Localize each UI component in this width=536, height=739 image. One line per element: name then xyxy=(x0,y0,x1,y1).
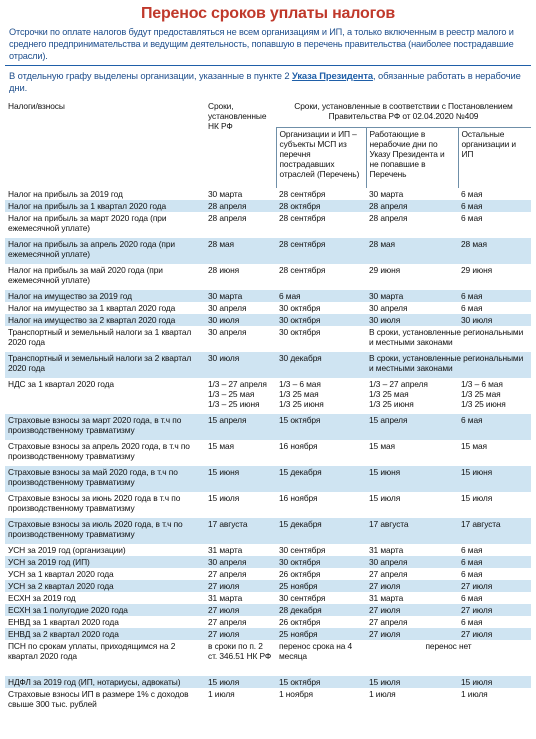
cell-msp: 30 октября xyxy=(276,326,366,352)
table-row xyxy=(5,200,531,212)
cell-working: 15 мая xyxy=(366,440,458,466)
cell-tax: УСН за 2 квартал 2020 года xyxy=(5,580,205,592)
cell-working: 30 марта xyxy=(366,290,458,302)
cell-msp: 28 сентября xyxy=(276,188,366,200)
cell-nk: 30 апреля xyxy=(205,556,276,568)
cell-other: 29 июня xyxy=(458,264,531,290)
tax-deadlines-table xyxy=(5,98,531,714)
table-row xyxy=(5,378,531,414)
cell-tax: ЕСХН за 2019 год xyxy=(5,592,205,604)
cell-nk: 28 апреля xyxy=(205,212,276,238)
table-row xyxy=(5,290,531,302)
cell-nk: 27 апреля xyxy=(205,568,276,580)
cell-msp: 1/3 – 6 мая 1/3 25 мая 1/3 25 июня xyxy=(276,378,366,414)
notice-secondary xyxy=(9,70,527,94)
cell-tax: Транспортный и земельный налоги за 1 квартал 2020 года xyxy=(5,326,205,352)
table-row xyxy=(5,628,531,640)
cell-other: 6 мая xyxy=(458,616,531,628)
cell-nk: в сроки по п. 2 ст. 346.51 НК РФ xyxy=(205,640,276,676)
cell-msp: перенос срока на 4 месяца xyxy=(276,640,366,676)
table-row xyxy=(5,544,531,556)
cell-working: 15 июля xyxy=(366,676,458,688)
table-row xyxy=(5,676,531,688)
table-row xyxy=(5,414,531,440)
cell-msp: 6 мая xyxy=(276,290,366,302)
cell-tax: Страховые взносы за март 2020 года, в т.ч по производственному травматизму xyxy=(5,414,205,440)
cell-msp: 30 октября xyxy=(276,302,366,314)
cell-msp: 28 сентября xyxy=(276,212,366,238)
table-row xyxy=(5,188,531,200)
cell-working: 27 июля xyxy=(366,580,458,592)
cell-tax: Налог на прибыль за май 2020 года (при ежемесячной уплате) xyxy=(5,264,205,290)
cell-tax: Налог на прибыль за апрель 2020 года (при ежемесячной уплате) xyxy=(5,238,205,264)
cell-other: 15 июля xyxy=(458,676,531,688)
cell-merged: В сроки, установленные региональными и местными законами xyxy=(366,326,531,352)
cell-working: 27 июля xyxy=(366,604,458,616)
cell-other: 6 мая xyxy=(458,544,531,556)
cell-other: 6 мая xyxy=(458,200,531,212)
header-nk: Сроки, установленные НК РФ xyxy=(205,98,276,188)
header-other: Остальные организации и ИП xyxy=(458,128,531,189)
cell-nk: 31 марта xyxy=(205,592,276,604)
table-row xyxy=(5,238,531,264)
cell-tax: УСН за 2019 год (организации) xyxy=(5,544,205,556)
table-row xyxy=(5,568,531,580)
page-title: Перенос сроков уплаты налогов xyxy=(140,5,396,22)
table-row xyxy=(5,264,531,290)
cell-nk: 30 апреля xyxy=(205,302,276,314)
cell-tax: Налог на прибыль за 1 квартал 2020 года xyxy=(5,200,205,212)
cell-nk: 30 марта xyxy=(205,188,276,200)
cell-tax: УСН за 1 квартал 2020 года xyxy=(5,568,205,580)
cell-other: 6 мая xyxy=(458,556,531,568)
decree-link[interactable]: Указа Президента xyxy=(291,70,373,81)
cell-working: 30 апреля xyxy=(366,556,458,568)
cell-other: 27 июля xyxy=(458,604,531,616)
cell-msp: 16 ноября xyxy=(276,492,366,518)
cell-nk: 30 июля xyxy=(205,314,276,326)
cell-other: 1/3 – 6 мая 1/3 25 мая 1/3 25 июня xyxy=(458,378,531,414)
cell-working: 31 марта xyxy=(366,544,458,556)
table-row xyxy=(5,314,531,326)
cell-working: 27 апреля xyxy=(366,568,458,580)
table-row xyxy=(5,302,531,314)
cell-msp: 30 октября xyxy=(276,314,366,326)
table-row xyxy=(5,440,531,466)
cell-tax: Страховые взносы за июнь 2020 года в т.ч по производственному травматизму xyxy=(5,492,205,518)
cell-msp: 28 декабря xyxy=(276,604,366,616)
cell-tax: Налог на имущество за 1 квартал 2020 года xyxy=(5,302,205,314)
table-row xyxy=(5,212,531,238)
cell-msp: 28 октября xyxy=(276,200,366,212)
cell-nk: 15 июля xyxy=(205,676,276,688)
cell-nk: 27 июля xyxy=(205,604,276,616)
header-working: Работающие в нерабочие дни по Указу Президента и не попавшие в Перечень xyxy=(366,128,458,189)
cell-other: 28 мая xyxy=(458,238,531,264)
notice-secondary-before: В отдельную графу выделены организации, указанные в пункте 2 xyxy=(9,70,292,81)
cell-nk: 28 июня xyxy=(205,264,276,290)
cell-tax: ЕНВД за 1 квартал 2020 года xyxy=(5,616,205,628)
cell-tax: Страховые взносы ИП в размере 1% с доходов свыше 300 тыс. рублей xyxy=(5,688,205,714)
cell-tax: Страховые взносы за апрель 2020 года, в т.ч по производственному травматизму xyxy=(5,440,205,466)
cell-msp: 25 ноября xyxy=(276,580,366,592)
cell-msp: 15 декабря xyxy=(276,518,366,544)
cell-msp: 28 сентября xyxy=(276,238,366,264)
cell-nk: 15 июля xyxy=(205,492,276,518)
cell-msp: 16 ноября xyxy=(276,440,366,466)
table-body xyxy=(5,188,531,714)
cell-other: 27 июля xyxy=(458,580,531,592)
table-row xyxy=(5,580,531,592)
cell-nk: 27 апреля xyxy=(205,616,276,628)
cell-msp: 30 сентября xyxy=(276,544,366,556)
cell-nk: 30 марта xyxy=(205,290,276,302)
cell-msp: 1 ноября xyxy=(276,688,366,714)
cell-working: 15 июля xyxy=(366,492,458,518)
cell-other: 27 июля xyxy=(458,628,531,640)
cell-working: 1/3 – 27 апреля 1/3 25 мая 1/3 25 июня xyxy=(366,378,458,414)
cell-other: 6 мая xyxy=(458,212,531,238)
cell-nk: 27 июля xyxy=(205,628,276,640)
cell-other: 6 мая xyxy=(458,188,531,200)
table-row xyxy=(5,640,531,676)
cell-msp: 15 декабря xyxy=(276,466,366,492)
cell-other: 15 июня xyxy=(458,466,531,492)
table-row xyxy=(5,466,531,492)
header-msp: Организации и ИП – субъекты МСП из перечня пострадавших отраслей (Перечень) xyxy=(276,128,366,189)
table-row xyxy=(5,688,531,714)
cell-other: 6 мая xyxy=(458,592,531,604)
cell-nk: 15 июня xyxy=(205,466,276,492)
cell-tax: Налог на прибыль за март 2020 года (при ежемесячной уплате) xyxy=(5,212,205,238)
cell-nk: 17 августа xyxy=(205,518,276,544)
cell-working: 1 июля xyxy=(366,688,458,714)
cell-working: 30 марта xyxy=(366,188,458,200)
table-row xyxy=(5,492,531,518)
cell-tax: Налог на имущество за 2019 год xyxy=(5,290,205,302)
cell-nk: 1/3 – 27 апреля 1/3 – 25 мая 1/3 – 25 июня xyxy=(205,378,276,414)
cell-working: 15 апреля xyxy=(366,414,458,440)
cell-msp: 26 октября xyxy=(276,616,366,628)
cell-other: 17 августа xyxy=(458,518,531,544)
cell-working: 29 июня xyxy=(366,264,458,290)
cell-msp: 30 сентября xyxy=(276,592,366,604)
cell-tax: Страховые взносы за июль 2020 года, в т.ч по производственному травматизму xyxy=(5,518,205,544)
notice-secondary-after: , обязанные работать в нерабочие дни. xyxy=(9,70,521,93)
cell-working: 31 марта xyxy=(366,592,458,604)
table-row xyxy=(5,556,531,568)
cell-working: 15 июня xyxy=(366,466,458,492)
cell-other: 6 мая xyxy=(458,302,531,314)
cell-msp: 30 декабря xyxy=(276,352,366,378)
cell-nk: 30 июля xyxy=(205,352,276,378)
cell-tax: Налог на прибыль за 2019 год xyxy=(5,188,205,200)
table-row xyxy=(5,352,531,378)
header-group: Сроки, установленные в соответствии с Постановлением Правительства РФ от 02.04.2020 №409 xyxy=(276,98,531,128)
header-taxes: Налоги/взносы xyxy=(5,98,205,188)
cell-tax: Транспортный и земельный налоги за 2 квартал 2020 года xyxy=(5,352,205,378)
cell-working: 30 июля xyxy=(366,314,458,326)
cell-msp: 15 октября xyxy=(276,676,366,688)
cell-tax: НДС за 1 квартал 2020 года xyxy=(5,378,205,414)
cell-other: 6 мая xyxy=(458,568,531,580)
cell-nk: 27 июля xyxy=(205,580,276,592)
cell-nk: 1 июля xyxy=(205,688,276,714)
notice-text: Отсрочки по оплате налогов будут предоставляться не всем организациям и ИП, а только включенным в реестр малого и среднего предпринимательства и ведущим деятельность, попавшую в перечень правительства (наиболее пострадавшие отрасли). xyxy=(9,27,514,61)
cell-merged: В сроки, установленные региональными и местными законами xyxy=(366,352,531,378)
cell-other: 15 июля xyxy=(458,492,531,518)
cell-working: 28 мая xyxy=(366,238,458,264)
cell-tax: Страховые взносы за май 2020 года, в т.ч по производственному травматизму xyxy=(5,466,205,492)
cell-tax: ПСН по срокам уплаты, приходящимся на 2 квартал 2020 года xyxy=(5,640,205,676)
cell-nk: 31 марта xyxy=(205,544,276,556)
cell-msp: 25 ноября xyxy=(276,628,366,640)
cell-working: 28 апреля xyxy=(366,212,458,238)
table-row xyxy=(5,604,531,616)
cell-working: 27 апреля xyxy=(366,616,458,628)
cell-merged: перенос нет xyxy=(366,640,531,676)
cell-tax: УСН за 2019 год (ИП) xyxy=(5,556,205,568)
cell-tax: НДФЛ за 2019 год (ИП, нотариусы, адвокаты) xyxy=(5,676,205,688)
table-row xyxy=(5,616,531,628)
cell-working: 27 июля xyxy=(366,628,458,640)
cell-msp: 30 октября xyxy=(276,556,366,568)
cell-working: 17 августа xyxy=(366,518,458,544)
cell-tax: ЕСХН за 1 полугодие 2020 года xyxy=(5,604,205,616)
cell-other: 6 мая xyxy=(458,414,531,440)
cell-msp: 26 октября xyxy=(276,568,366,580)
cell-msp: 15 октября xyxy=(276,414,366,440)
cell-nk: 28 апреля xyxy=(205,200,276,212)
cell-other: 1 июля xyxy=(458,688,531,714)
cell-other: 6 мая xyxy=(458,290,531,302)
cell-other: 30 июля xyxy=(458,314,531,326)
cell-nk: 28 мая xyxy=(205,238,276,264)
cell-tax: ЕНВД за 2 квартал 2020 года xyxy=(5,628,205,640)
table-row xyxy=(5,326,531,352)
cell-working: 28 апреля xyxy=(366,200,458,212)
cell-msp: 28 сентября xyxy=(276,264,366,290)
cell-other: 15 мая xyxy=(458,440,531,466)
cell-nk: 30 апреля xyxy=(205,326,276,352)
cell-nk: 15 мая xyxy=(205,440,276,466)
cell-tax: Налог на имущество за 2 квартал 2020 года xyxy=(5,314,205,326)
cell-nk: 15 апреля xyxy=(205,414,276,440)
cell-working: 30 апреля xyxy=(366,302,458,314)
divider xyxy=(5,65,531,66)
table-row xyxy=(5,518,531,544)
table-row xyxy=(5,592,531,604)
